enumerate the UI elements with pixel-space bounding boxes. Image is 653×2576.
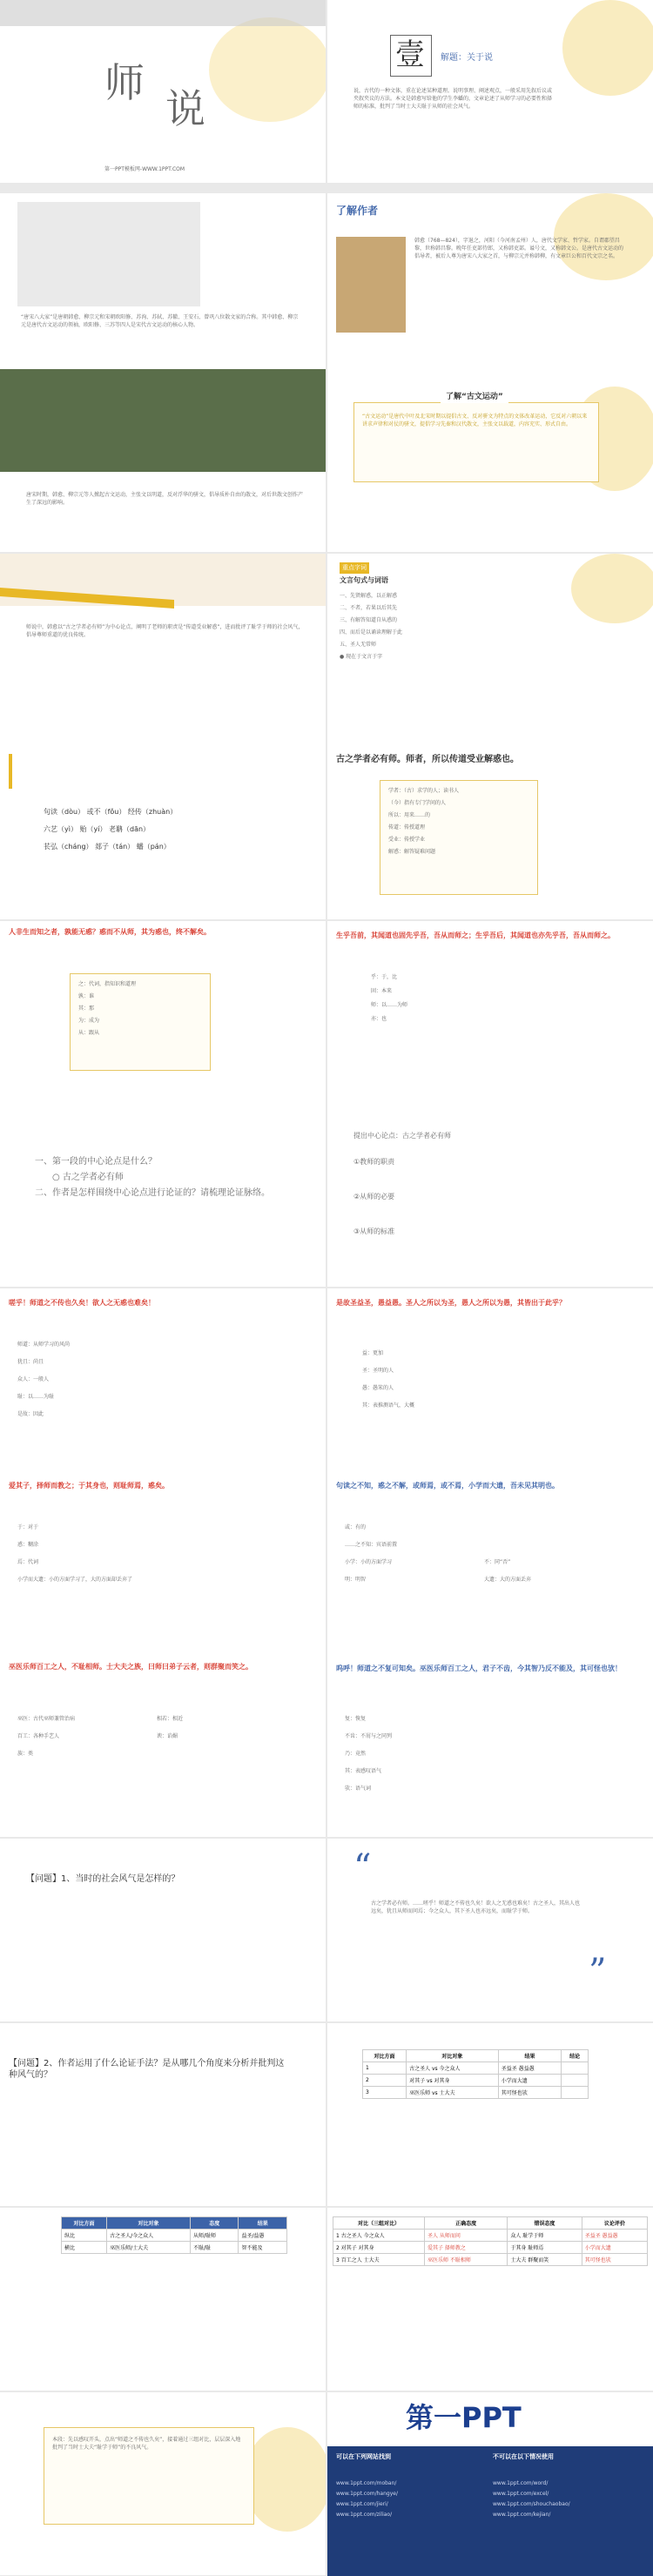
structure-item: ③从师的标准: [353, 1227, 395, 1235]
slide-7[interactable]: [0, 554, 326, 736]
vocab-heading: 文言句式与词语: [340, 576, 388, 584]
note-item: 亦：也: [371, 1016, 387, 1022]
table-cell: [562, 2062, 589, 2075]
question-text: 【问题】2、作者运用了什么论证手法？是从哪几个角度来分析并批判这种风气的？: [9, 2059, 285, 2080]
roof-decoration: [0, 0, 326, 26]
movement-body: “古文运动”是唐代中叶及北宋时期以提倡古文、反对骈文为特点的文体改革运动，它反对六朝以来讲求声律和对仗的骈文，提倡学习先秦和汉代散文，主张文以载道，内容充实、形式自由。: [362, 414, 588, 427]
note-item: 焉：代词: [17, 1559, 39, 1565]
slide-15[interactable]: [0, 1288, 326, 1471]
structure-item: ②从师的必要: [353, 1193, 395, 1201]
table-header: 结论: [562, 2050, 589, 2062]
lead-sentence: 是故圣益圣，愚益愚。圣人之所以为圣，愚人之所以为愚，其皆出于此乎？: [336, 1299, 566, 1307]
slide-19[interactable]: [0, 1654, 326, 1837]
blossom-decoration: [571, 554, 653, 623]
table-header: 对比方面: [363, 2050, 407, 2062]
slide-24[interactable]: [327, 2023, 653, 2206]
slide-21[interactable]: [0, 1839, 326, 2021]
note-item: 明：明智: [345, 1577, 367, 1583]
lead-sentence: 句读之不知，惑之不解，或师焉，或不焉，小学而大遗，吾未见其明也。: [336, 1482, 559, 1490]
slide-27[interactable]: [0, 2392, 326, 2575]
table-cell: 众人 耻学于师: [508, 2230, 582, 2242]
lead-sentence: 巫医乐师百工之人，不耻相师。士大夫之族，曰师曰弟子云者，则群聚而笑之。: [9, 1663, 252, 1671]
note-item: 或：有的: [345, 1524, 367, 1530]
note-item: 从：跟从: [78, 1030, 100, 1036]
table-header: 对比对象: [107, 2217, 191, 2230]
table-cell: 智不能及: [239, 2242, 287, 2254]
quote-open-icon: “: [353, 1847, 372, 1887]
footer-heading-2: 不可以在以下情况使用: [493, 2453, 554, 2460]
note-item: 不：同“否”: [484, 1559, 511, 1565]
note-item: 益：更加: [362, 1350, 384, 1356]
slide-23[interactable]: [0, 2023, 326, 2206]
note-item: 百工：各种手艺人: [17, 1733, 60, 1739]
lead-sentence: 爱其子，择师而教之；于其身也，则耻师焉，惑矣。: [9, 1482, 169, 1490]
slide-17[interactable]: [0, 1471, 326, 1654]
slide-5[interactable]: [0, 369, 326, 552]
note-item: 愚：愚笨的人: [362, 1385, 394, 1391]
note-item: 圣：圣明的人: [362, 1368, 394, 1374]
table-cell: 其可怪也欤: [498, 2087, 562, 2099]
vocab-item: ● 现在于文言于字: [340, 654, 383, 660]
table-cell: [562, 2087, 589, 2099]
structure-item: 提出中心论点：古之学者必有师: [353, 1132, 451, 1140]
question-item: 一、第一段的中心论点是什么？: [35, 1157, 157, 1167]
slide-1[interactable]: [0, 0, 326, 183]
slide-14[interactable]: [327, 1104, 653, 1287]
question-item: 二、作者是怎样围绕中心论点进行论证的？请梳理论证脉络。: [35, 1188, 270, 1198]
slide-13[interactable]: [0, 1104, 326, 1287]
author-portrait: [336, 237, 406, 333]
table-cell: 圣益圣 愚益愚: [582, 2230, 647, 2242]
note-item: 传道：传授道理: [388, 824, 426, 831]
table-cell: 1 古之圣人 今之众人: [333, 2230, 425, 2242]
vocab-item: 三、有解答知道自从惑的: [340, 617, 398, 623]
comparison-table: [333, 2216, 648, 2266]
note-item: 乃：竟然: [345, 1751, 367, 1757]
table-header: 对比对象: [407, 2050, 499, 2062]
note-item: 于：对于: [17, 1524, 39, 1530]
author-body: 韩愈（768—824），字退之，河阳（今河南孟州）人，唐代文学家、哲学家。自谓郡望昌黎，世称韩昌黎。晚年任吏部侍郎，又称韩吏部。谥号文，又称韩文公。是唐代古文运动的倡导者，被后人尊为唐宋八大家之首，与柳宗元并称韩柳，有文章巨公和百代文宗之名。: [414, 238, 624, 259]
accent-bar: [9, 754, 12, 789]
vocab-item: 二、不者，若果以后其先: [340, 605, 398, 611]
note-item: 之：代词，指知识和道理: [78, 981, 137, 987]
note-item: 学者：（古）求学的人；读书人: [388, 788, 460, 794]
note-item: 复：恢复: [345, 1716, 367, 1722]
pinyin-line: 句读（dòu） 或不（fǒu） 经传（zhuàn）: [44, 808, 178, 816]
table-header: 结果: [239, 2217, 287, 2230]
note-item: 相若：相近: [157, 1716, 184, 1722]
table-cell: 1: [363, 2062, 407, 2075]
table-header: 态度: [190, 2217, 239, 2230]
blossom-decoration: [244, 2427, 326, 2532]
note-item: 族：类: [17, 1751, 34, 1757]
quote-body: 古之学者必有师。……嗟乎！师道之不传也久矣！欲人之无惑也难矣！古之圣人，其出人也远矣，犹且从师而问焉；今之众人，其下圣人也亦远矣，而耻学于师。: [371, 1900, 581, 1914]
note-item: （今）指有专门学问的人: [388, 800, 447, 806]
author-title: 了解作者: [336, 205, 379, 217]
movement-title: 了解“古文运动”: [441, 392, 508, 403]
section-body: 说，古代的一种文体，重在论述某种道理。说明事理、阐述观点，一般采用先叙后议或夹叙夹议的方法。本文是韩愈写给他的学生李蟠的，文章论述了从师学习的必要性和择师的标准，批判了当时士大夫耻于从师的社会风气。: [353, 88, 553, 110]
table-header: 对比（三组对比）: [333, 2217, 425, 2230]
note-item: 巫医：古代巫师兼管治病: [17, 1716, 76, 1722]
note-item: 孰：谁: [78, 993, 95, 999]
table-cell: 2 对其子 对其身: [333, 2242, 425, 2254]
table-cell: 纵比: [62, 2230, 107, 2242]
slide-25[interactable]: [0, 2208, 326, 2391]
table-header: 结果: [498, 2050, 562, 2062]
footer-heading-1: 可以在下列网站找到: [336, 2453, 391, 2460]
table-cell: 巫医乐师 不耻相师: [424, 2254, 507, 2266]
lead-sentence: 呜呼！师道之不复可知矣。巫医乐师百工之人，君子不齿，今其智乃反不能及，其可怪也欤！: [336, 1665, 622, 1672]
photo-caption: 唐宋时期，韩愈、柳宗元等人掀起古文运动，主张文以明道，反对浮华的骈文，倡导质朴自由的散文，对后世散文创作产生了深远的影响。: [26, 492, 304, 506]
table-cell: 益圣/益愚: [239, 2230, 287, 2242]
table-cell: 3 百工之人 士大夫: [333, 2254, 425, 2266]
table-cell: 古之圣人/今之众人: [107, 2230, 191, 2242]
slide-16[interactable]: [327, 1288, 653, 1471]
question-text: 【问题】1、当时的社会风气是怎样的？: [26, 1874, 180, 1884]
table-cell: 小学而大遗: [582, 2242, 647, 2254]
table-row: [62, 2230, 287, 2242]
table-cell: 士大夫 群聚而笑: [508, 2254, 582, 2266]
table-row: [333, 2254, 648, 2266]
note-item: 谀：谄媚: [157, 1733, 178, 1739]
note-item: 惑：糊涂: [17, 1542, 39, 1548]
table-cell: 巫医乐师 vs 士大夫: [407, 2087, 499, 2099]
table-cell: 于其身 耻师焉: [508, 2242, 582, 2254]
note-item: 所以：用来……的: [388, 812, 431, 818]
table-cell: 不耻/耻: [190, 2242, 239, 2254]
comparison-table: [362, 2049, 589, 2099]
table-cell: 圣益圣 愚益愚: [498, 2062, 562, 2075]
note-item: 其：表推测语气，大概: [362, 1402, 415, 1409]
lead-sentence: 嗟乎！师道之不传也久矣！欲人之无惑也难矣！: [9, 1299, 155, 1307]
table-row: [333, 2242, 648, 2254]
table-cell: 2: [363, 2075, 407, 2087]
slide-28[interactable]: [327, 2392, 653, 2576]
slide-10[interactable]: [327, 736, 653, 919]
site-link[interactable]: www.1ppt.com/moban/: [336, 2480, 397, 2486]
slide-8[interactable]: [327, 554, 653, 736]
site-link[interactable]: www.1ppt.com/word/: [493, 2480, 549, 2486]
site-link[interactable]: www.1ppt.com/hangye/: [336, 2491, 398, 2497]
site-link[interactable]: www.1ppt.com/excel/: [493, 2491, 549, 2497]
table-cell: 其可怪也欤: [582, 2254, 647, 2266]
tangsong-body: “唐宋八大家”是唐朝韩愈、柳宗元和宋朝欧阳修、苏洵、苏轼、苏辙、王安石、曾巩八位散文家的合称。其中韩愈、柳宗元是唐代古文运动的领袖，欧阳修、三苏等四人是宋代古文运动的核心人物。: [21, 314, 299, 328]
table-cell: 古之圣人 vs 今之众人: [407, 2062, 499, 2075]
slide-6[interactable]: [327, 369, 653, 552]
note-item: 其：那: [78, 1006, 95, 1012]
table-cell: 小学而大遗: [498, 2075, 562, 2087]
table-cell: 横比: [62, 2242, 107, 2254]
lead-sentence: 人非生而知之者，孰能无惑？惑而不从师，其为惑也，终不解矣。: [9, 928, 211, 936]
vocab-label: 重点字词: [340, 562, 369, 574]
note-item: 师：以……为师: [371, 1002, 408, 1008]
slide-12[interactable]: [327, 921, 653, 1104]
quote-body: 本段：先以感叹开头，点出“师道之不传也久矣”，接着通过三组对比，层层深入地批判了当时士大夫“耻学于师”的不良风气。: [52, 2437, 241, 2451]
site-link[interactable]: www.1ppt.com/shouchaobao/: [493, 2501, 570, 2507]
table-header: 错误态度: [508, 2217, 582, 2230]
slide-18[interactable]: [327, 1471, 653, 1654]
note-item: 受业：传授学业: [388, 837, 426, 843]
site-link[interactable]: www.1ppt.com/kejian/: [493, 2512, 551, 2518]
table-row: [333, 2230, 648, 2242]
slide-2[interactable]: [327, 0, 653, 183]
table-header: 对比方面: [62, 2217, 107, 2230]
site-link[interactable]: www.1ppt.com/ziliao/: [336, 2512, 393, 2518]
sentence-title: 古之学者必有师。师者，所以传道受业解惑也。: [336, 755, 519, 764]
pinyin-line: 苌弘（cháng） 郯子（tán） 蟠（pán）: [44, 843, 171, 851]
note-item: 师道：从师学习的风尚: [17, 1342, 71, 1348]
slide-3[interactable]: [0, 193, 326, 376]
slide-20[interactable]: [327, 1654, 653, 1837]
note-item: 不齿：不屑与之同列: [345, 1733, 393, 1739]
author-illustration: [17, 202, 200, 306]
note-item: 其：表感叹语气: [345, 1768, 382, 1774]
pinyin-line: 六艺（yì） 贻（yí） 老聃（dān）: [44, 825, 151, 833]
vocab-item: 五、圣人无常师: [340, 642, 377, 648]
note-item: 小学而大遗：小的方面学习了，大的方面却丢弃了: [17, 1577, 133, 1583]
table-row: [363, 2087, 589, 2099]
note-item: 为：成为: [78, 1018, 100, 1024]
note-item: 犹且：尚且: [17, 1359, 44, 1365]
table-row: [62, 2242, 287, 2254]
quote-close-icon: ”: [589, 1952, 607, 1992]
section-char: 壹: [395, 37, 425, 72]
footer-site: 第一PPT模板网-WWW.1PPT.COM: [104, 166, 185, 172]
slide-9[interactable]: [0, 736, 326, 919]
title-char-2: 说: [165, 85, 205, 132]
slide-11[interactable]: [0, 921, 326, 1104]
vocab-item: 四、而后是以诵读理解于此: [340, 629, 403, 636]
note-item: 欤：语气词: [345, 1786, 372, 1792]
table-cell: 巫医乐师/士大夫: [107, 2242, 191, 2254]
table-cell: [562, 2075, 589, 2087]
note-item: 是故：因此: [17, 1411, 44, 1417]
comparison-table: [61, 2216, 287, 2254]
blossom-decoration: [562, 0, 653, 96]
table-cell: 爱其子 择师教之: [424, 2242, 507, 2254]
summary-body: 师说中，韩愈以“古之学者必有师”为中心论点，阐明了老师的职责是“传道受业解惑”，进而批评了耻学于师的社会风气，倡导尊师重道的优良传统。: [26, 624, 304, 638]
note-item: 大遗：大的方面丢弃: [484, 1577, 532, 1583]
lead-sentence: 生乎吾前，其闻道也固先乎吾，吾从而师之；生乎吾后，其闻道也亦先乎吾，吾从而师之。: [336, 932, 615, 939]
site-link[interactable]: www.1ppt.com/jieri/: [336, 2501, 388, 2507]
slide-22[interactable]: [327, 1839, 653, 2021]
note-item: ……之不知：宾语前置: [345, 1542, 398, 1548]
structure-item: ①教师的职责: [353, 1158, 395, 1166]
blossom-decoration: [209, 17, 326, 122]
note-item: 乎：于，比: [371, 974, 398, 980]
brand-logo: 第一PPT: [406, 2401, 522, 2434]
table-row: [363, 2075, 589, 2087]
note-item: 耻：以……为耻: [17, 1394, 55, 1400]
vocab-item: 一、先贤解惑，以正解惑: [340, 593, 398, 599]
table-cell: 对其子 vs 对其身: [407, 2075, 499, 2087]
table-header: 议论评价: [582, 2217, 647, 2230]
note-item: 小学：小的方面学习: [345, 1559, 393, 1565]
note-item: 固：本来: [371, 988, 393, 994]
temple-photo: [0, 369, 326, 472]
table-cell: 3: [363, 2087, 407, 2099]
slide-4[interactable]: [327, 193, 653, 376]
table-cell: 圣人 从师而问: [424, 2230, 507, 2242]
title-char-1: 师: [104, 59, 145, 106]
question-item: ○ 古之学者必有师: [52, 1173, 124, 1182]
table-row: [363, 2062, 589, 2075]
table-header: 正确态度: [424, 2217, 507, 2230]
note-item: 众人：一般人: [17, 1376, 50, 1382]
slide-26[interactable]: [327, 2208, 653, 2391]
section-sub: 解题：关于说: [441, 53, 493, 63]
table-cell: 从师/耻师: [190, 2230, 239, 2242]
note-item: 解惑：解答疑难问题: [388, 849, 436, 855]
